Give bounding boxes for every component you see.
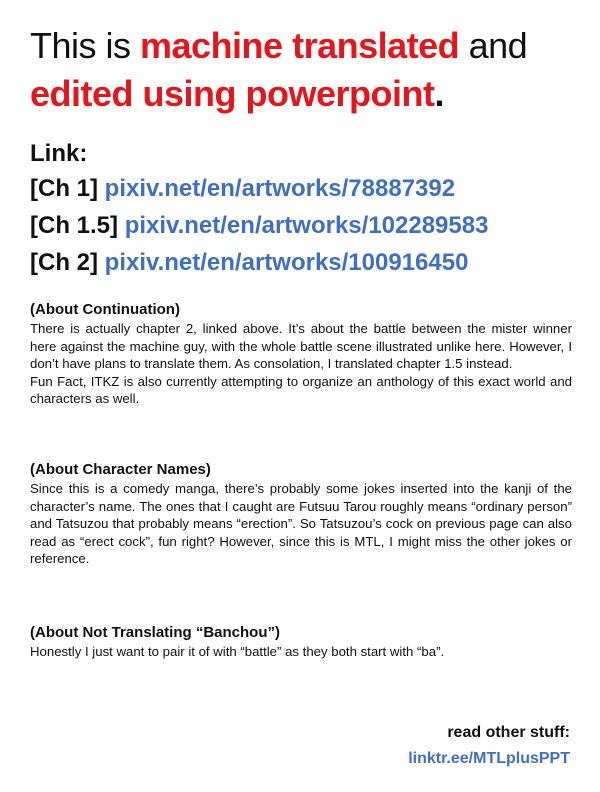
section-title-continuation: (About Continuation) [30,301,180,318]
section-paragraph-character-names: Since this is a comedy manga, there’s probably some jokes inserted into the kanji of the character’s name. The ones that I caught are Futsuu Tarou roughly means “ordinary person” and Tatsuzou that probably means “erection”. So Tatsuzou’s cock on previous page can also read as “erect cock”, fun right? However, since this is MTL, I might miss the other jokes or reference. [30,481,572,567]
headline [30,22,590,118]
section-banchou [30,623,572,661]
link-tag-ch1: [Ch 1] [30,175,98,202]
link-row-ch1 [30,170,590,207]
headline-highlight-edited-using-powerpoint: edited using powerpoint [30,73,435,114]
headline-period: . [434,73,445,114]
link-ch1-5[interactable]: pixiv.net/en/artworks/102289583 [124,212,489,239]
footer [408,720,570,772]
headline-highlight-machine-translated: machine translated [140,25,460,66]
section-title-character-names: (About Character Names) [30,461,211,478]
section-character-names [30,460,572,568]
link-ch2[interactable]: pixiv.net/en/artworks/100916450 [104,249,469,276]
links-block [30,137,590,281]
link-tag-ch2: [Ch 2] [30,249,98,276]
section-paragraph-continuation-1: There is actually chapter 2, linked above. It’s about the battle between the mister winner here against the machine guy, with the whole battle scene illustrated unlike here. However, I don’t have plans to translate them. As consolation, I translated chapter 1.5 instead. [30,321,572,372]
headline-text-1: This is [30,25,141,66]
headline-text-2: and [459,25,528,66]
link-row-ch1-5 [30,207,590,244]
links-heading: Link: [30,140,88,167]
link-ch1[interactable]: pixiv.net/en/artworks/78887392 [104,175,456,202]
section-paragraph-continuation-2: Fun Fact, ITKZ is also currently attempting to organize an anthology of this exact world and characters as well. [30,373,572,407]
section-continuation [30,300,572,408]
footer-link[interactable]: linktr.ee/MTLplusPPT [408,750,570,767]
link-tag-ch1-5: [Ch 1.5] [30,212,119,239]
footer-label: read other stuff: [447,724,570,741]
section-title-banchou: (About Not Translating “Banchou”) [30,624,280,641]
section-paragraph-banchou: Honestly I just want to pair it of with “battle” as they both start with “ba”. [30,644,445,659]
link-row-ch2 [30,244,590,281]
